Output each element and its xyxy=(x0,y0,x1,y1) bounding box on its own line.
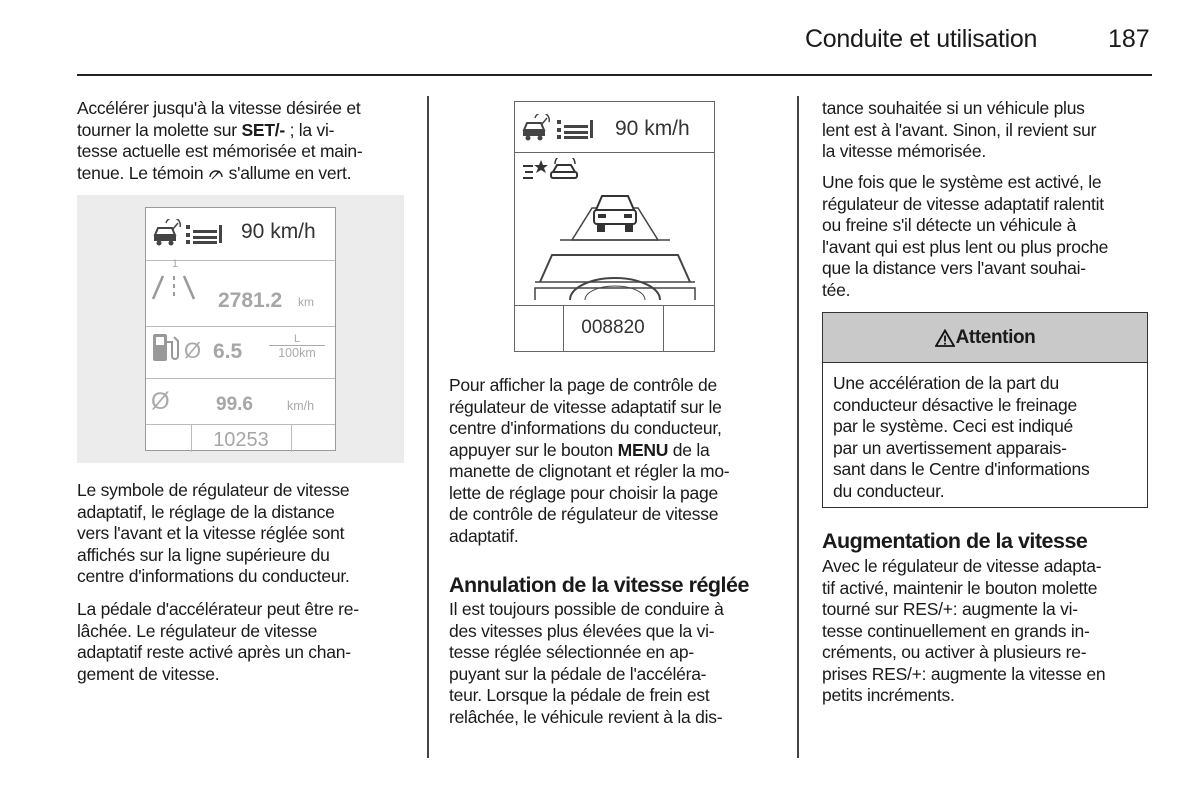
average-fuel-symbol: Ø xyxy=(184,338,202,363)
divider xyxy=(515,152,714,153)
vehicle-ahead-icon xyxy=(521,158,581,184)
page-number: 187 xyxy=(1108,25,1150,53)
odometer-value: 10253 xyxy=(213,429,269,451)
col2-paragraph-1: Pour afficher la page de contrôle de régulateur de vitesse adaptatif sur le centre d'informations du conducteur, appuyer sur le bouton MENU de la manette de clignotant et régler la mo- lette de réglage pour choisir la page de contrôle de régulateur de vitesse adaptatif. xyxy=(449,375,730,546)
divider xyxy=(146,378,335,379)
trip-number: 1 xyxy=(172,258,179,270)
set-button-label: SET/- xyxy=(241,119,285,140)
display-figure-acc xyxy=(514,101,715,352)
column-separator-2 xyxy=(797,96,799,758)
divider xyxy=(291,424,292,452)
trip-distance-unit: km xyxy=(298,295,314,309)
set-speed-value: 90 km/h xyxy=(241,220,316,243)
fuel-pump-icon xyxy=(151,332,181,364)
acc-road-view xyxy=(530,190,700,302)
header-rule xyxy=(77,74,1152,76)
warning-header xyxy=(823,313,1147,363)
running-header-title: Conduite et utilisation xyxy=(805,25,1038,53)
warning-box xyxy=(822,312,1148,508)
odometer-value: 008820 xyxy=(581,317,645,338)
col3-paragraph-2: Une fois que le système est activé, le régulateur de vitesse adaptatif ralentit ou freine s'il détecte un véhicule à l'avant qui est plus lent ou plus proche que la distance vers l'avant souhai- tée. xyxy=(822,172,1109,300)
set-speed-value: 90 km/h xyxy=(615,117,690,140)
divider xyxy=(663,305,664,351)
trip-display-screen xyxy=(145,207,336,451)
distance-setting-icon xyxy=(557,117,595,139)
adaptive-cruise-icon xyxy=(521,114,551,142)
fuel-consumption-value: 6.5 xyxy=(213,340,243,363)
trip-distance-value: 2781.2 xyxy=(218,289,283,312)
divider xyxy=(146,424,335,425)
section-heading-increase: Augmentation de la vitesse xyxy=(822,529,1088,553)
col1-paragraph-2: Le symbole de régulateur de vitesse adaptatif, le réglage de la distance vers l'avant et la vitesse réglée sont affichés sur la ligne supérieure du centre d'informations du conducteur. xyxy=(77,480,350,586)
average-speed-value: 99.6 xyxy=(216,394,253,415)
column-separator-1 xyxy=(427,96,429,758)
display-figure-trip xyxy=(77,195,404,463)
warning-triangle-icon xyxy=(935,329,955,347)
distance-setting-icon xyxy=(186,222,224,244)
col3-paragraph-1: tance souhaitée si un véhicule plus lent est à l'avant. Sinon, il revient sur la vitesse mémorisée. xyxy=(822,98,1097,161)
col3-paragraph-3: Avec le régulateur de vitesse adapta- tif activé, maintenir le bouton molette tourné sur RES/+: augmente la vi- tesse continuellement en grands in- créments, ou activer à plusieurs re- prises RES/+: augmente la vitesse en petits incréments. xyxy=(822,556,1106,705)
divider xyxy=(146,326,335,327)
menu-button-label: MENU xyxy=(617,439,669,460)
section-heading-cancel: Annulation de la vitesse réglée xyxy=(449,573,749,597)
divider xyxy=(515,305,714,306)
col2-paragraph-2: Il est toujours possible de conduire à des vitesses plus élevées que la vi- tesse réglée sélectionnée en ap- puyant sur la pédale de l'accéléra- teur. Lorsque la pédale de frein est relâchée, le véhicule revient à la dis- xyxy=(449,599,724,727)
average-speed-symbol: Ø xyxy=(151,388,170,415)
average-speed-unit: km/h xyxy=(287,399,315,413)
col1-paragraph-3: La pédale d'accélérateur peut être re- lâchée. Le régulateur de vitesse adaptatif reste activé après un chan- gement de vitesse. xyxy=(77,599,359,684)
cruise-control-icon xyxy=(208,166,224,181)
road-trip-icon xyxy=(151,274,197,300)
col1-paragraph-1: Accélérer jusqu'à la vitesse désirée et tourner la molette sur SET/- ; la vi- tesse actuelle est mémorisée et main- tenue. Le témoin s'allume en vert. xyxy=(77,98,363,183)
warning-title: Attention xyxy=(955,326,1036,348)
adaptive-cruise-icon xyxy=(152,219,182,247)
fuel-consumption-unit: L 100km xyxy=(269,333,325,361)
warning-body: Une accélération de la part du conducteur désactive le freinage par le système. Ceci est indiqué par un avertissement apparais- sant dans le Centre d'informations du conducteur. xyxy=(833,373,1090,501)
